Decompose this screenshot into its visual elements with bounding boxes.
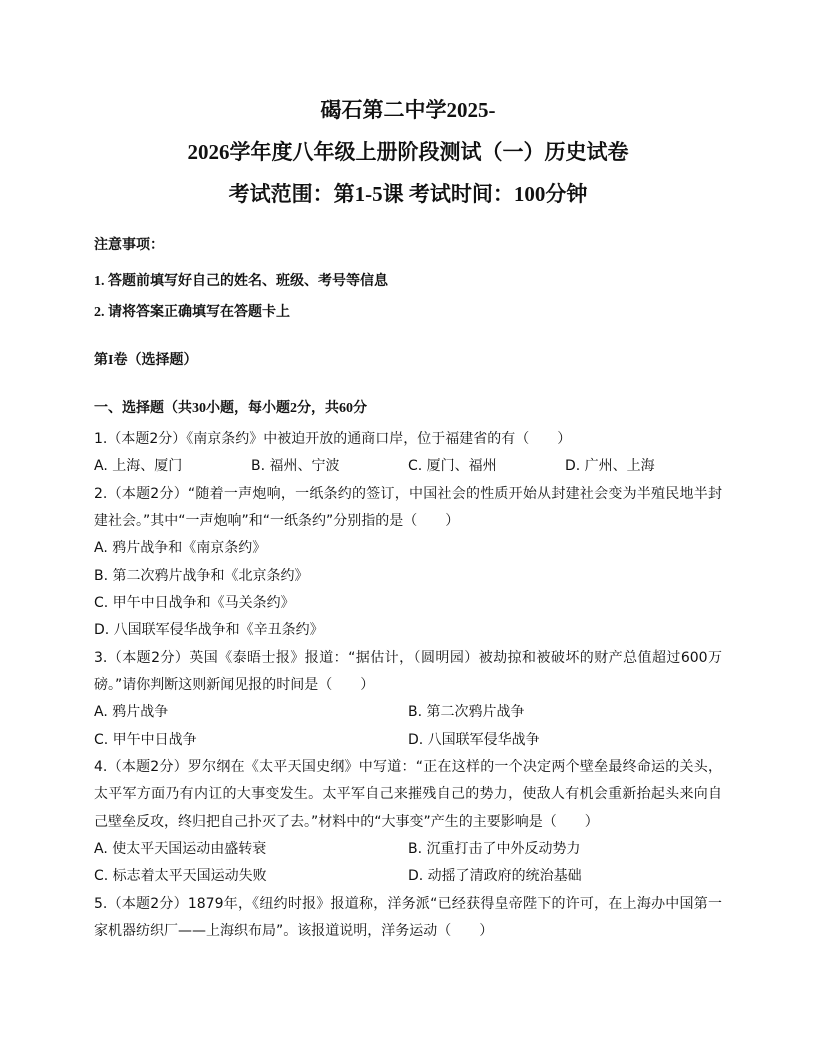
question-2 (94, 481, 722, 645)
option-a: A. 使太平天国运动由盛转衰 (94, 840, 267, 857)
question-stem: 4.（本题2分）罗尔纲在《太平天国史纲》中写道：“正在这样的一个决定两个壁垒最终命运的关头，太平军方面乃有内讧的大事变发生。太平军自己来摧残自己的势力，使敌人有机会重新抬起头来向自己壁垒反攻，终归把自己扑灭了去。”材料中的“大事变”产生的主要影响是（ ） (94, 758, 722, 830)
question-4 (94, 754, 722, 891)
option-a: A. 鸦片战争和《南京条约》 (94, 540, 267, 557)
exam-info: 考试范围：第1-5课 考试时间：100分钟 (228, 182, 588, 206)
option-b: B. 沉重打击了中外反动势力 (408, 840, 581, 857)
exam-title-line-1: 碣石第二中学2025- (320, 98, 496, 122)
option-a: A. 鸦片战争 (94, 704, 169, 721)
option-list (94, 699, 722, 754)
option-list (94, 453, 722, 480)
notes-block (94, 232, 722, 326)
question-1 (94, 426, 722, 481)
note-item-1: 1. 答题前填写好自己的姓名、班级、考号等信息 (94, 274, 388, 289)
question-5 (94, 891, 722, 946)
option-list (94, 836, 722, 891)
question-stem: 2.（本题2分）“随着一声炮响，一纸条约的签订，中国社会的性质开始从封建社会变为半殖民地半封建社会。”其中“一声炮响”和“一纸条约”分别指的是（ ） (94, 485, 722, 529)
option-d: D. 八国联军侵华战争 (408, 731, 540, 748)
option-c: C. 甲午中日战争和《马关条约》 (94, 594, 295, 611)
option-list (94, 535, 722, 644)
part-title: 第I卷（选择题） (94, 353, 198, 368)
question-stem: 5.（本题2分）1879年，《纽约时报》报道称，洋务派“已经获得皇帝陛下的许可，在上海办中国第一家机器纺织厂——上海织布局”。该报道说明，洋务运动（ ） (94, 895, 722, 939)
option-b: B. 第二次鸦片战争和《北京条约》 (94, 567, 309, 584)
question-list (94, 426, 722, 945)
option-d: D. 广州、上海 (565, 458, 655, 475)
option-c: C. 厦门、福州 (408, 458, 497, 475)
question-stem: 1.（本题2分）《南京条约》中被迫开放的通商口岸，位于福建省的有（ ） (94, 431, 572, 447)
exam-header (0, 89, 816, 215)
option-b: B. 第二次鸦片战争 (408, 704, 525, 721)
option-d: D. 动摇了清政府的统治基础 (408, 868, 582, 885)
exam-title-line-2: 2026学年度八年级上册阶段测试（一）历史试卷 (187, 140, 629, 164)
option-c: C. 标志着太平天国运动失败 (94, 868, 267, 885)
option-b: B. 福州、宁波 (251, 458, 340, 475)
option-a: A. 上海、厦门 (94, 458, 183, 475)
option-c: C. 甲午中日战争 (94, 731, 197, 748)
notes-heading: 注意事项： (94, 238, 164, 253)
section-title: 一、选择题（共30小题，每小题2分，共60分 (94, 401, 367, 416)
note-item-2: 2. 请将答案正确填写在答题卡上 (94, 305, 290, 320)
question-3 (94, 645, 722, 754)
option-d: D. 八国联军侵华战争和《辛丑条约》 (94, 622, 324, 639)
question-stem: 3.（本题2分）英国《泰晤士报》报道：“据估计，（圆明园）被劫掠和被破坏的财产总值超过600万磅。”请你判断这则新闻见报的时间是（ ） (94, 649, 722, 693)
